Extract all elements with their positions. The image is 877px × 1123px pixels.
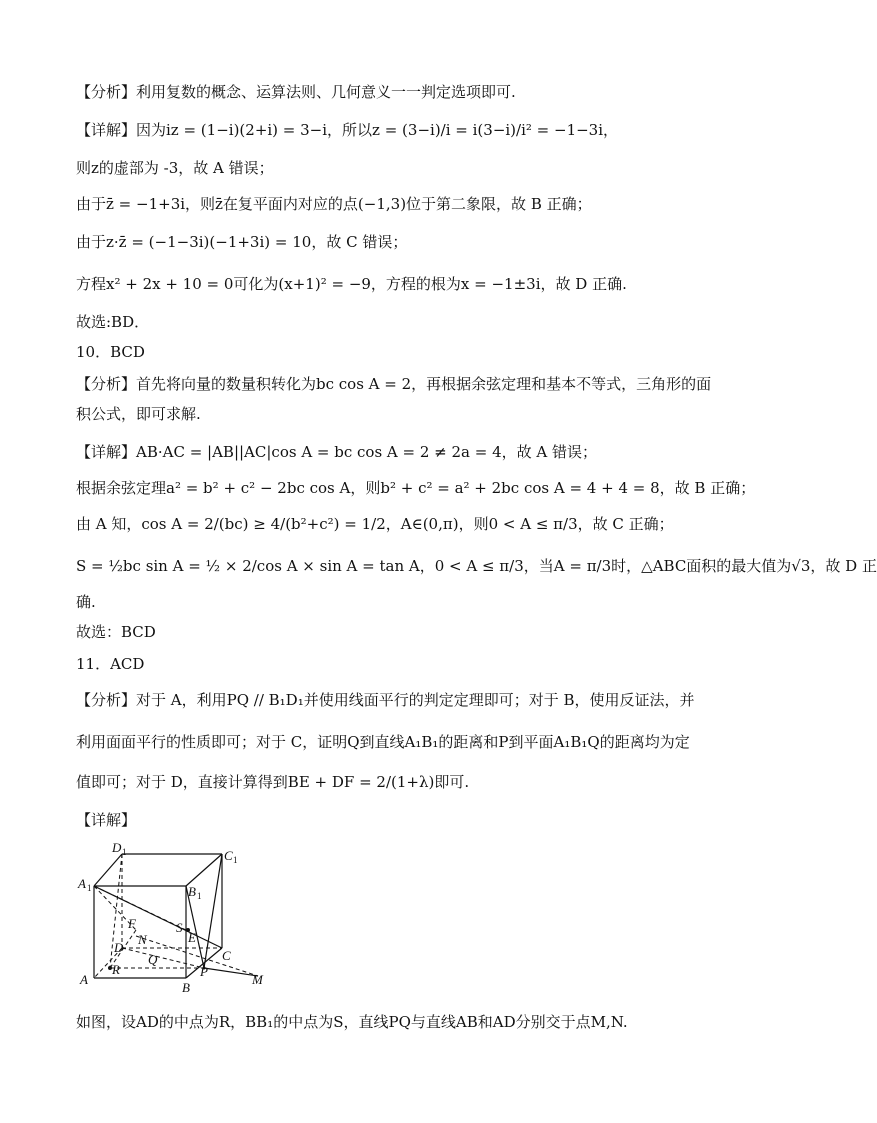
- label-D1-sub: 1: [122, 847, 127, 857]
- label-A1-sub: 1: [87, 883, 92, 893]
- analysis-11-line-1: 【分析】对于 A，利用PQ // B₁D₁并使用线面平行的判定定理即可；对于 B，使用反证法，并: [76, 691, 695, 709]
- answer-10: 故选：BCD: [76, 623, 156, 641]
- label-C1-sub: 1: [233, 855, 238, 865]
- label-Q: Q: [148, 952, 158, 967]
- detail-10-line-3: 由 A 知，cos A = 2/(bc) ≥ 4/(b²+c²) = 1/2，A∈(0,π)，则0 < A ≤ π/3，故 C 正确；: [76, 515, 674, 533]
- label-S: S: [176, 920, 183, 935]
- label-B: B: [182, 980, 190, 995]
- detail-9-line-2: 则z的虚部为 -3，故 A 错误；: [76, 159, 274, 177]
- label-D: D: [114, 940, 124, 955]
- detail-10-line-5: 确.: [76, 593, 96, 611]
- detail-11-line-1: 如图，设AD的中点为R，BB₁的中点为S，直线PQ与直线AB和AD分别交于点M,N.: [76, 1013, 628, 1031]
- label-C: C: [222, 948, 231, 963]
- analysis-11-line-3: 值即可；对于 D，直接计算得到BE + DF = 2/(1+λ)即可.: [76, 773, 470, 791]
- answer-9: 故选:BD．: [76, 313, 150, 331]
- analysis-10-line-1: 【分析】首先将向量的数量积转化为bc cos A = 2，再根据余弦定理和基本不等式，三角形的面: [76, 375, 712, 393]
- detail-10-line-4: S = ½bc sin A = ½ × 2/cos A × sin A = tan A，0 < A ≤ π/3，当A = π/3时，△ABC面积的最大值为√3，故 D 正: [76, 557, 877, 575]
- detail-9-line-1: 【详解】因为iz = (1−i)(2+i) = 3−i，所以z = (3−i)/i = i(3−i)/i² = −1−3i，: [76, 121, 619, 139]
- question-11-number: 11．ACD: [76, 655, 145, 673]
- cube-figure: [76, 840, 276, 1000]
- detail-9-line-5: 方程x² + 2x + 10 = 0可化为(x+1)² = −9，方程的根为x = −1±3i，故 D 正确.: [76, 275, 627, 293]
- label-B1: B: [188, 884, 196, 899]
- label-B1-sub: 1: [197, 891, 202, 901]
- label-P: P: [200, 964, 208, 979]
- detail-10-line-1: 【详解】AB·AC = |AB||AC|cos A = bc cos A = 2 ≠ 2a = 4，故 A 错误；: [76, 443, 598, 461]
- label-F: F: [128, 916, 136, 931]
- analysis-9: 【分析】利用复数的概念、运算法则、几何意义一一判定选项即可.: [76, 83, 516, 101]
- label-A1: A: [78, 876, 86, 891]
- label-C1: C: [224, 848, 233, 863]
- detail-9-line-4: 由于z·z̄ = (−1−3i)(−1+3i) = 10，故 C 错误；: [76, 233, 408, 251]
- analysis-10-line-2: 积公式，即可求解.: [76, 405, 201, 423]
- label-M: M: [252, 972, 263, 987]
- question-10-number: 10．BCD: [76, 343, 145, 361]
- label-E: E: [188, 930, 196, 945]
- label-A: A: [80, 972, 88, 987]
- analysis-11-line-2: 利用面面平行的性质即可；对于 C，证明Q到直线A₁B₁的距离和P到平面A₁B₁Q的距离均为定: [76, 733, 690, 751]
- detail-10-line-2: 根据余弦定理a² = b² + c² − 2bc cos A，则b² + c² = a² + 2bc cos A = 4 + 4 = 8，故 B 正确；: [76, 479, 756, 497]
- label-N: N: [138, 932, 147, 947]
- detail-11-heading: 【详解】: [76, 811, 137, 829]
- label-R: R: [112, 962, 120, 977]
- detail-9-line-3: 由于z̄ = −1+3i，则z̄在复平面内对应的点(−1,3)位于第二象限，故 B 正确；: [76, 195, 592, 213]
- label-D1: D: [112, 840, 122, 855]
